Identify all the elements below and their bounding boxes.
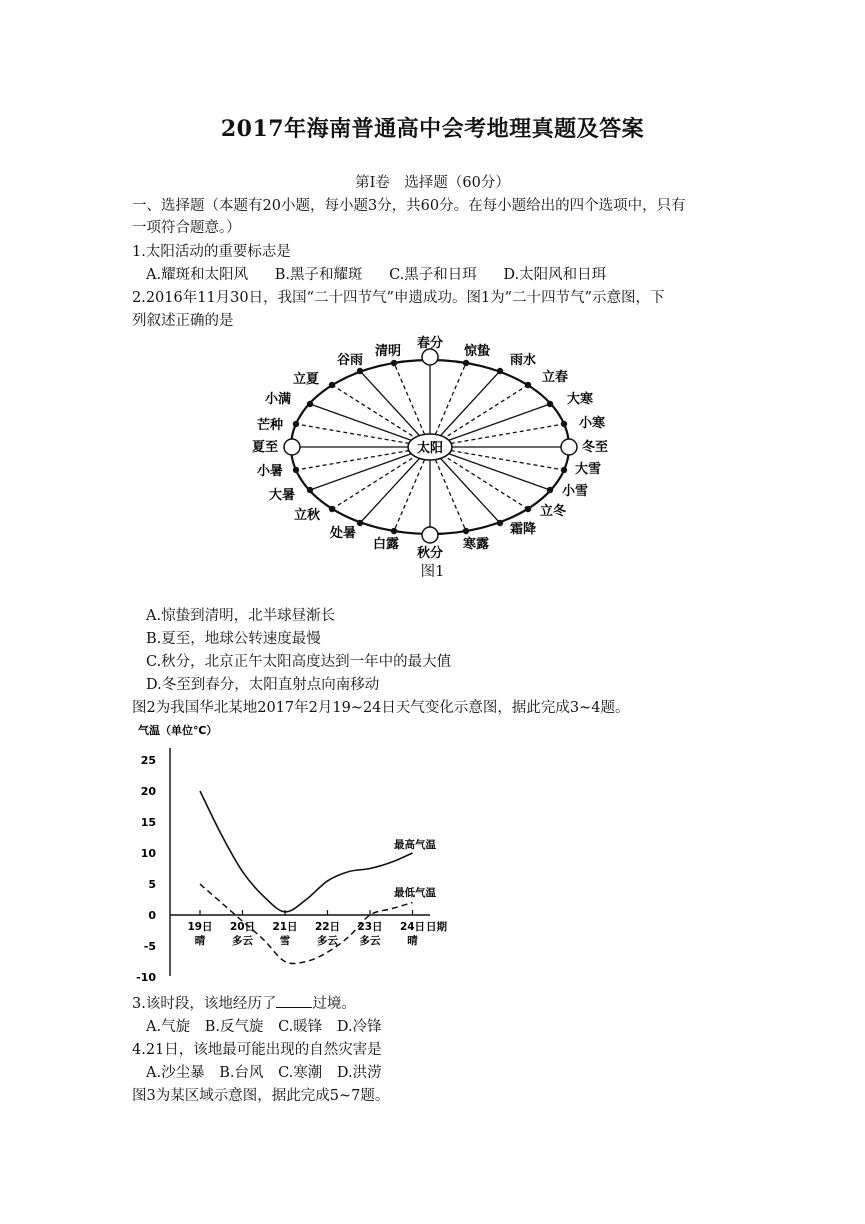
x-tick-weather: 晴	[194, 935, 206, 947]
section-header: 第Ⅰ卷 选择题（60分）	[355, 175, 510, 191]
term-daxue: 大雪	[574, 462, 602, 477]
legend-low-temp: 最低气温	[394, 887, 436, 899]
term-lixia: 立夏	[292, 372, 320, 387]
term-jingzhe: 惊蛰	[463, 344, 491, 359]
x-tick-label: 22日	[314, 921, 341, 933]
term-yushui: 雨水	[509, 353, 537, 368]
q1-option-a: A.耀斑和太阳风	[146, 267, 249, 283]
term-lidong: 立冬	[539, 504, 567, 519]
y-tick-label: 10	[140, 847, 156, 860]
x-tick-label: 20日	[229, 921, 256, 933]
figure-1-solar-terms-diagram	[240, 335, 630, 560]
term-dahan: 大寒	[566, 392, 594, 407]
q3-option-c: C.暖锋	[278, 1019, 323, 1035]
q3-answer-blank	[276, 993, 312, 1008]
q2-option-b: B.夏至，地球公转速度最慢	[146, 631, 321, 647]
question-4-options	[146, 1062, 382, 1084]
term-qingming: 清明	[374, 344, 402, 359]
term-dashu: 大暑	[268, 488, 296, 503]
instruction-line-1: 一、选择题（本题有20小题，每小题3分，共60分。在每小题给出的四个选项中，只有	[132, 198, 686, 214]
term-xiaoxue: 小雪	[561, 484, 589, 499]
q3-stem-after: 过境。	[312, 996, 356, 1012]
q2-option-a: A.惊蛰到清明，北半球昼渐长	[146, 608, 336, 624]
y-tick-label: -10	[136, 971, 156, 984]
chart-y-axis-label: 气温（单位℃）	[138, 724, 218, 737]
sun-label: 太阳	[416, 441, 444, 456]
series-line-high-temp	[200, 791, 413, 912]
y-tick-label: 5	[148, 878, 156, 891]
x-tick-weather: 多云	[317, 935, 338, 947]
x-tick-label: 21日	[272, 921, 298, 933]
figure-1-caption: 图1	[420, 564, 445, 580]
legend-high-temp: 最高气温	[394, 839, 436, 851]
q4-option-a: A.沙尘暴	[146, 1065, 205, 1081]
x-tick-weather: 多云	[359, 935, 381, 947]
q1-option-d: D.太阳风和日珥	[503, 267, 607, 283]
term-chushu: 处暑	[329, 526, 357, 541]
y-tick-label: 15	[140, 816, 156, 829]
figure-3-intro: 图3为某区域示意图，据此完成5~7题。	[132, 1088, 390, 1104]
term-bailu: 白露	[372, 537, 400, 552]
term-guyu: 谷雨	[336, 353, 364, 368]
chart-y-ticks	[136, 754, 156, 984]
term-hanlu: 寒露	[462, 537, 490, 552]
q2-option-c: C.秋分，北京正午太阳高度达到一年中的最大值	[146, 654, 452, 670]
y-tick-label: 25	[140, 754, 156, 767]
x-tick-label: 24日	[399, 921, 426, 933]
q1-option-c: C.黑子和日珥	[389, 267, 477, 283]
y-tick-label: -5	[143, 940, 156, 953]
y-tick-label: 0	[148, 909, 156, 922]
x-tick-label: 19日	[187, 921, 213, 933]
x-tick-weather: 多云	[232, 935, 253, 947]
chart-x-axis-label: 日期	[426, 921, 447, 933]
question-2-stem-line-2: 列叙述正确的是	[132, 313, 234, 329]
q3-stem-before: 3.该时段，该地经历了	[132, 996, 277, 1012]
q3-option-a: A.气旋	[146, 1019, 191, 1035]
term-lichun: 立春	[541, 370, 569, 385]
term-xiaohan: 小寒	[578, 416, 606, 431]
page-title: 2017年海南普通高中会考地理真题及答案	[220, 116, 645, 142]
instruction-line-2: 一项符合题意。）	[132, 220, 241, 236]
term-xiaoshu: 小暑	[256, 464, 284, 479]
question-3-options	[146, 1016, 382, 1038]
q3-option-b: B.反气旋	[204, 1019, 264, 1035]
term-mangzhong: 芒种	[256, 418, 284, 433]
term-chunfen: 春分	[416, 336, 444, 351]
x-tick-label: 23日	[357, 921, 383, 933]
q4-option-b: B.台风	[219, 1065, 264, 1081]
q3-option-d: D.冷锋	[336, 1019, 382, 1035]
q4-option-c: C.寒潮	[278, 1065, 323, 1081]
term-shuangjiang: 霜降	[509, 522, 537, 537]
y-tick-label: 20	[140, 785, 156, 798]
q2-option-d: D.冬至到春分，太阳直射点向南移动	[146, 677, 380, 693]
term-dongzhi: 冬至	[582, 440, 609, 455]
x-tick-weather: 雪	[279, 935, 291, 947]
term-liqiu: 立秋	[293, 508, 321, 523]
question-2-stem-line-1: 2.2016年11月30日，我国“二十四节气”申遗成功。图1为“二十四节气”示意图，下	[132, 290, 665, 306]
term-qiufen: 秋分	[416, 546, 444, 560]
q1-option-b: B.黑子和耀斑	[274, 267, 363, 283]
question-1-options	[146, 264, 606, 286]
term-xiazhi: 夏至	[251, 440, 278, 455]
term-xiaoman: 小满	[264, 392, 292, 407]
question-3-stem	[132, 993, 356, 1015]
question-4-stem: 4.21日，该地最可能出现的自然灾害是	[132, 1042, 382, 1058]
q4-option-d: D.洪涝	[336, 1065, 382, 1081]
figure-2-intro: 图2为我国华北某地2017年2月19~24日天气变化示意图，据此完成3~4题。	[132, 700, 630, 716]
figure-2-temperature-chart	[132, 718, 462, 993]
question-1-stem: 1.太阳活动的重要标志是	[132, 244, 291, 260]
x-tick-weather: 晴	[407, 935, 418, 947]
